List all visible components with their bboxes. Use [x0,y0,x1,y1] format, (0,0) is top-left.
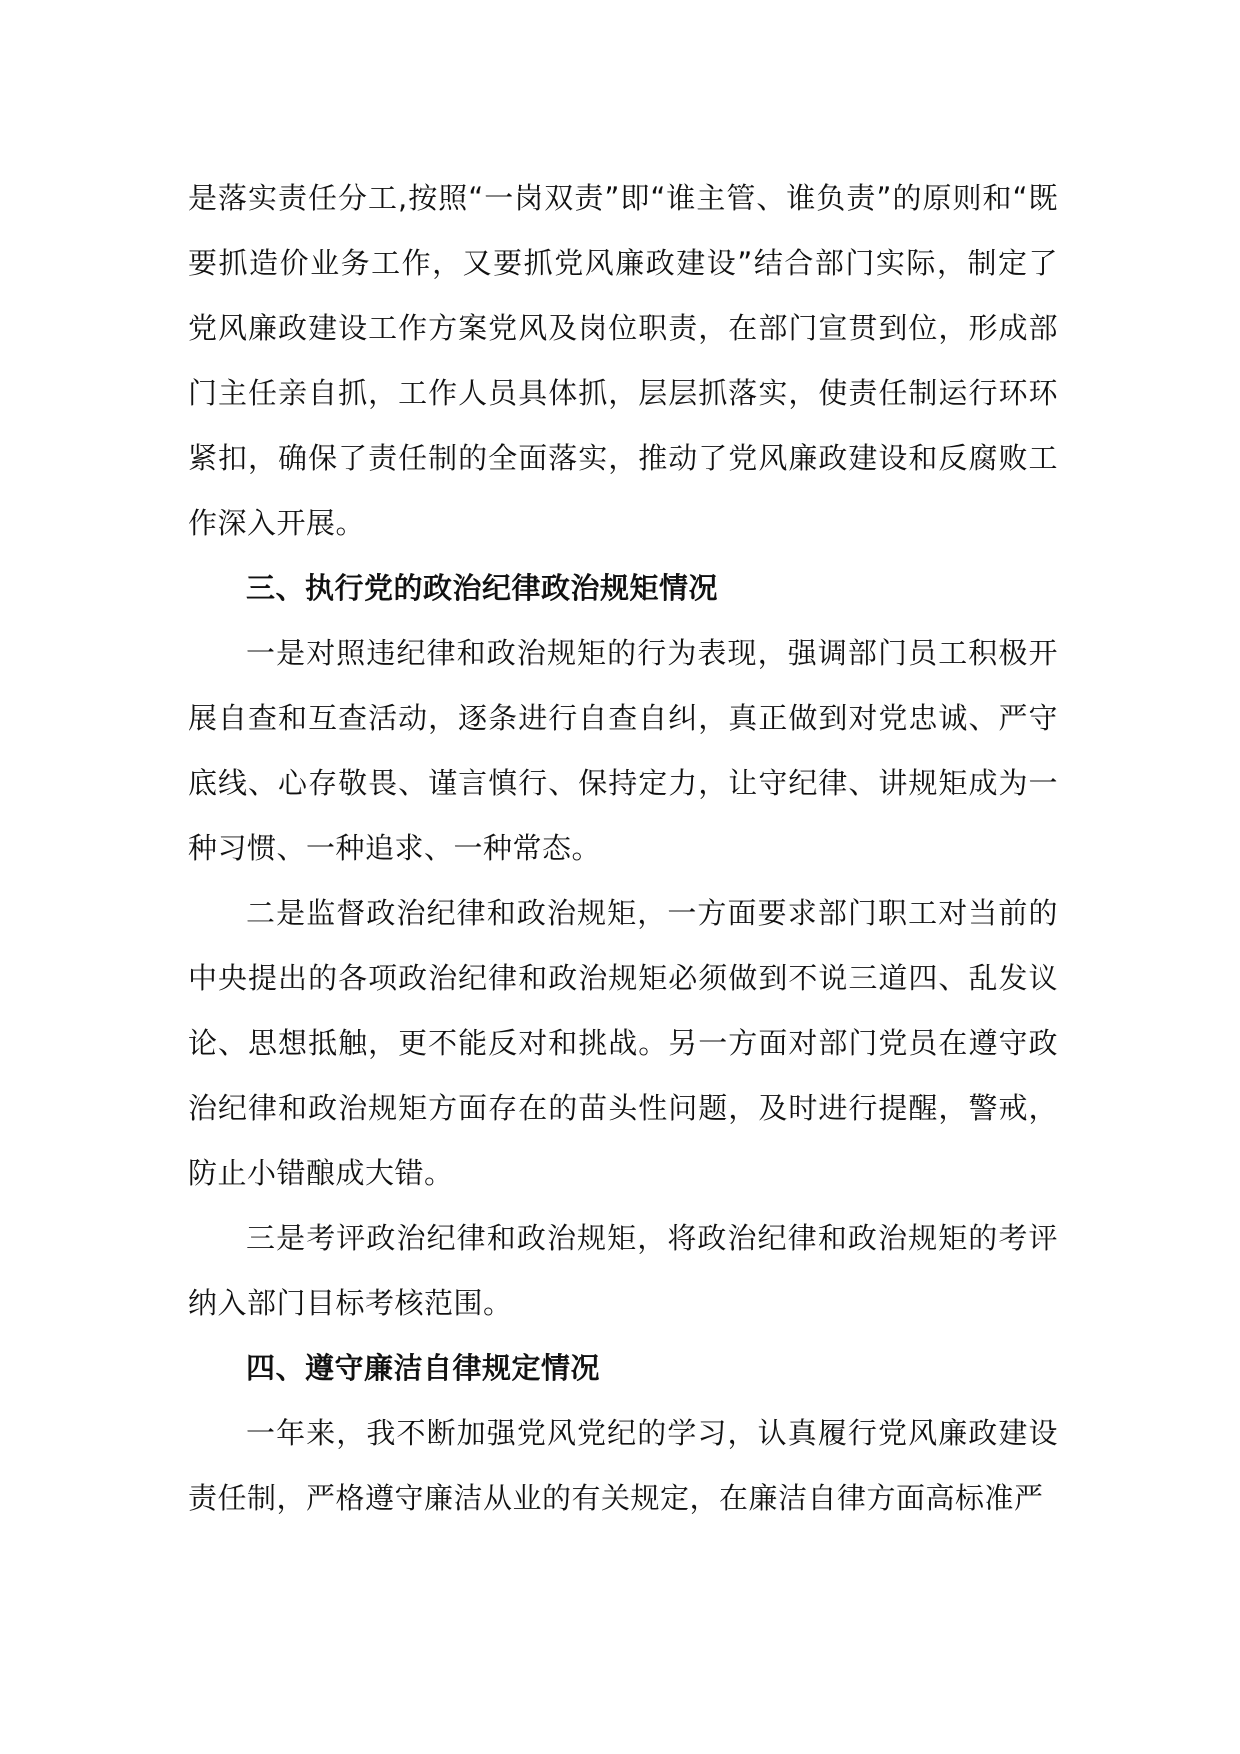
paragraph-supervision: 二是监督政治纪律和政治规矩，一方面要求部门职工对当前的中央提出的各项政治纪律和政治规矩必须做到不说三道四、乱发议论、思想抵触，更不能反对和挑战。另一方面对部门党员在遵守政治纪律和政治规矩方面存在的苗头性问题，及时进行提醒，警戒，防止小错酿成大错。 [188,896,1058,1190]
paragraph-self-inspection: 一是对照违纪律和政治规矩的行为表现，强调部门员工积极开展自查和互查活动，逐条进行自查自纠，真正做到对党忠诚、严守底线、心存敬畏、谨言慎行、保持定力，让守纪律、讲规矩成为一种习惯、一种追求、一种常态。 [188,636,1058,865]
section-heading-political-discipline: 三、执行党的政治纪律政治规矩情况 [246,571,719,605]
paragraph-evaluation: 三是考评政治纪律和政治规矩，将政治纪律和政治规矩的考评纳入部门目标考核范围。 [188,1221,1058,1320]
paragraph-responsibility: 是落实责任分工,按照“一岗双责”即“谁主管、谁负责”的原则和“既要抓造价业务工作，又要抓党风廉政建设”结合部门实际，制定了党风廉政建设工作方案党风及岗位职责，在部门宣贯到位，形成部门主任亲自抓，工作人员具体抓，层层抓落实，使责任制运行环环紧扣，确保了责任制的全面落实，推动了党风廉政建设和反腐败工作深入开展。 [188,181,1058,540]
paragraph-integrity-study: 一年来，我不断加强党风党纪的学习，认真履行党风廉政建设责任制，严格遵守廉洁从业的有关规定，在廉洁自律方面高标准严 [188,1416,1058,1515]
document-body [188,166,1058,1531]
section-heading-integrity: 四、遵守廉洁自律规定情况 [246,1351,601,1385]
